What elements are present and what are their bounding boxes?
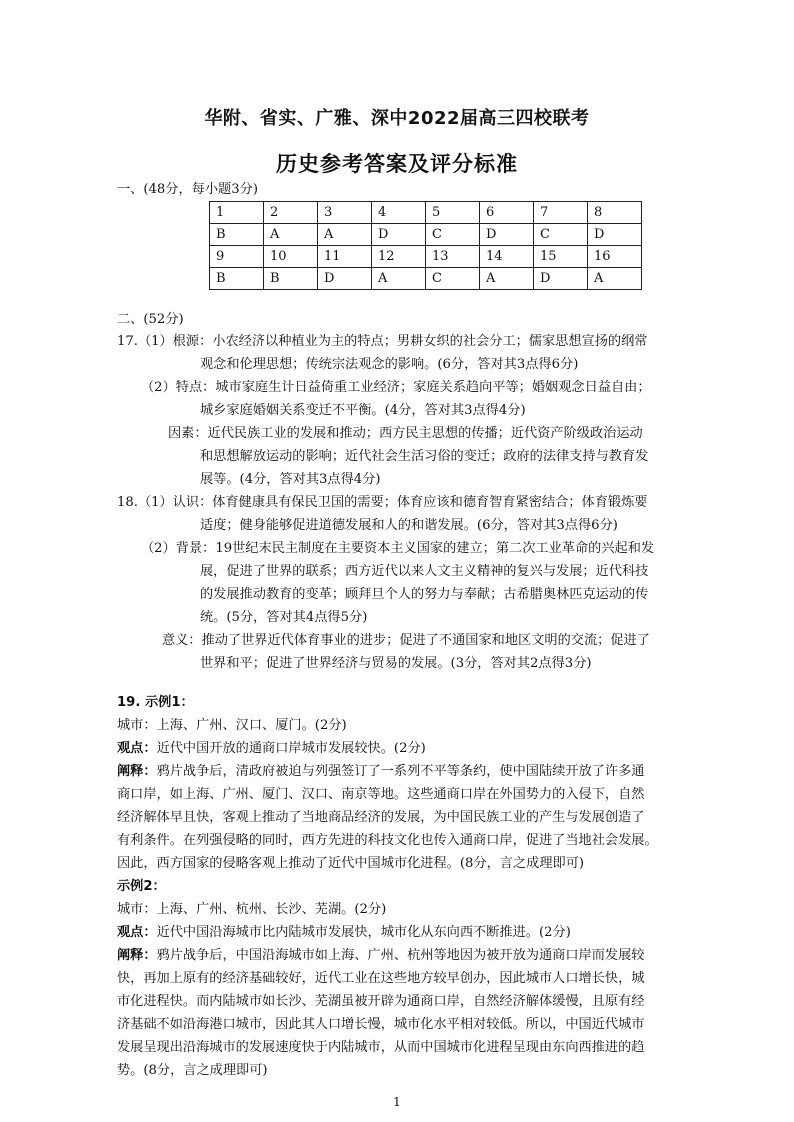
table-row [210, 268, 642, 290]
table-cell: B [210, 268, 264, 290]
table-cell: 11 [318, 246, 372, 268]
q17-part3-line: 展等。(4分，答对其3点得4分) [200, 472, 381, 487]
q19-example2-line: 快，再加上原有的经济基础较好，近代工业在这些地方较早创办，因此城市人口增长快，城 [117, 971, 645, 986]
q18-part2-line: （2）背景：19世纪末民主制度在主要资本主义国家的建立；第二次工业革命的兴起和发 [141, 541, 655, 556]
table-cell: B [210, 224, 264, 246]
table-cell: 16 [588, 246, 642, 268]
table-cell: A [588, 268, 642, 290]
q19-example1-line: 有利条件。在列强侵略的同时，西方先进的科技文化也传入通商口岸，促进了当地社会发展。 [117, 833, 658, 848]
table-cell: 15 [534, 246, 588, 268]
expl-label: 阐释： [117, 948, 157, 963]
q19-example2-city: 城市：上海、广州、杭州、长沙、芜湖。(2分) [117, 902, 387, 917]
table-cell: 1 [210, 202, 264, 224]
table-cell: D [480, 224, 534, 246]
table-cell: B [264, 268, 318, 290]
q19-example1-city: 城市：上海、广州、汉口、厦门。(2分) [117, 718, 347, 733]
q18-part3-line: 世界和平；促进了世界经济与贸易的发展。(3分，答对其2点得3分) [200, 656, 592, 671]
q19-example1-title: 19. 示例1： [117, 695, 194, 710]
q19-example2-view [117, 925, 571, 941]
table-cell: 12 [372, 246, 426, 268]
table-row [210, 202, 642, 224]
q19-example2-line: 市化进程快。而内陆城市如长沙、芜湖虽被开辟为通商口岸，自然经济解体缓慢，且原有经 [117, 994, 645, 1009]
q19-example1-expl [117, 764, 645, 780]
q18-part1-line: 18.（1）认识：体育健康具有保民卫国的需要；体育应该和德育智育紧密结合；体育锻炼要 [117, 495, 648, 510]
table-cell: 8 [588, 202, 642, 224]
table-cell: C [534, 224, 588, 246]
view-label: 观点： [117, 925, 157, 940]
table-cell: C [426, 268, 480, 290]
q18-part3-line: 意义：推动了世界近代体育事业的进步；促进了不通国家和地区文明的交流；促进了 [162, 633, 650, 648]
q18-part2-line: 展，促进了世界的联系；西方近代以来人文主义精神的复兴与发展；近代科技 [200, 564, 649, 579]
q19-example2-line: 济基础不如沿海港口城市，因此其人口增长慢，城市化水平相对较低。所以，中国近代城市 [117, 1017, 645, 1032]
q18-part2-line: 统。(5分，答对其4点得5分) [200, 610, 368, 625]
q19-example1-view [117, 741, 426, 757]
table-cell: D [372, 224, 426, 246]
page-title: 华附、省实、广雅、深中2022届高三四校联考 [204, 108, 590, 129]
q19-example2-line: 发展呈现出沿海城市的发展速度快于内陆城市，从而中国城市化进程呈现由东向西推进的趋 [117, 1040, 645, 1055]
table-cell: 14 [480, 246, 534, 268]
q17-part2-line: （2）特点：城市家庭生计日益倚重工业经济；家庭关系趋向平等；婚姻观念日益自由； [141, 380, 651, 395]
page-number: 1 [393, 1095, 401, 1109]
expl-text: 鸦片战争后，清政府被迫与列强签订了一系列不平等条约，使中国陆续开放了许多通 [156, 764, 645, 779]
table-cell: A [264, 224, 318, 246]
table-cell: 4 [372, 202, 426, 224]
q17-part3-line: 因素：近代民族工业的发展和推动；西方民主思想的传播；近代资产阶级政治运动 [168, 426, 643, 441]
section2-header: 二、(52分) [117, 312, 184, 327]
table-cell: D [534, 268, 588, 290]
table-cell: 2 [264, 202, 318, 224]
table-cell: A [318, 224, 372, 246]
q17-part1-line: 观念和伦理思想；传统宗法观念的影响。(6分，答对其3点得6分) [200, 357, 579, 372]
table-cell: D [318, 268, 372, 290]
q18-part2-line: 的发展推动教育的变革；顾拜旦个人的努力与奉献；古希腊奥林匹克运动的传 [200, 587, 649, 602]
answer-table [209, 201, 642, 290]
q17-part2-line: 城乡家庭婚姻关系变迁不平衡。(4分，答对其3点得4分) [200, 403, 526, 418]
table-cell: 7 [534, 202, 588, 224]
q19-example2-expl [117, 948, 645, 964]
expl-label: 阐释： [117, 764, 157, 779]
q17-part1-line: 17.（1）根源：小农经济以种植业为主的特点；男耕女织的社会分工；儒家思想宣扬的纲常 [117, 334, 648, 349]
q19-example2-line: 势。(8分，言之成理即可) [117, 1063, 268, 1078]
q19-example1-line: 因此，西方国家的侵略客观上推动了近代中国城市化进程。(8分，言之成理即可) [117, 856, 585, 871]
view-text: 近代中国沿海城市比内陆城市发展快，城市化从东向西不断推进。(2分) [156, 925, 571, 940]
table-row [210, 224, 642, 246]
page-subtitle: 历史参考答案及评分标准 [276, 152, 518, 176]
table-cell: 5 [426, 202, 480, 224]
q19-example1-line: 经济解体早且快，客观上推动了当地商品经济的发展，为中国民族工业的产生与发展创造了 [117, 810, 645, 825]
table-cell: 3 [318, 202, 372, 224]
table-cell: 10 [264, 246, 318, 268]
expl-text: 鸦片战争后，中国沿海城市如上海、广州、杭州等地因为被开放为通商口岸而发展较 [156, 948, 645, 963]
table-cell: A [372, 268, 426, 290]
table-cell: C [426, 224, 480, 246]
section1-header: 一、(48分，每小题3分) [117, 182, 258, 197]
q18-part1-line: 适度；健身能够促进道德发展和人的和谐发展。(6分，答对其3点得6分) [200, 518, 618, 533]
q19-example2-title: 示例2： [117, 879, 166, 894]
table-row [210, 246, 642, 268]
q19-example1-line: 商口岸，如上海、广州、厦门、汉口、南京等地。这些通商口岸在外国势力的入侵下，自然 [117, 787, 645, 802]
view-text: 近代中国开放的通商口岸城市发展较快。(2分) [156, 741, 426, 756]
table-cell: D [588, 224, 642, 246]
table-cell: 13 [426, 246, 480, 268]
table-cell: 9 [210, 246, 264, 268]
table-cell: A [480, 268, 534, 290]
view-label: 观点： [117, 741, 157, 756]
table-cell: 6 [480, 202, 534, 224]
q17-part3-line: 和思想解放运动的影响；近代社会生活习俗的变迁；政府的法律支持与教育发 [200, 449, 649, 464]
